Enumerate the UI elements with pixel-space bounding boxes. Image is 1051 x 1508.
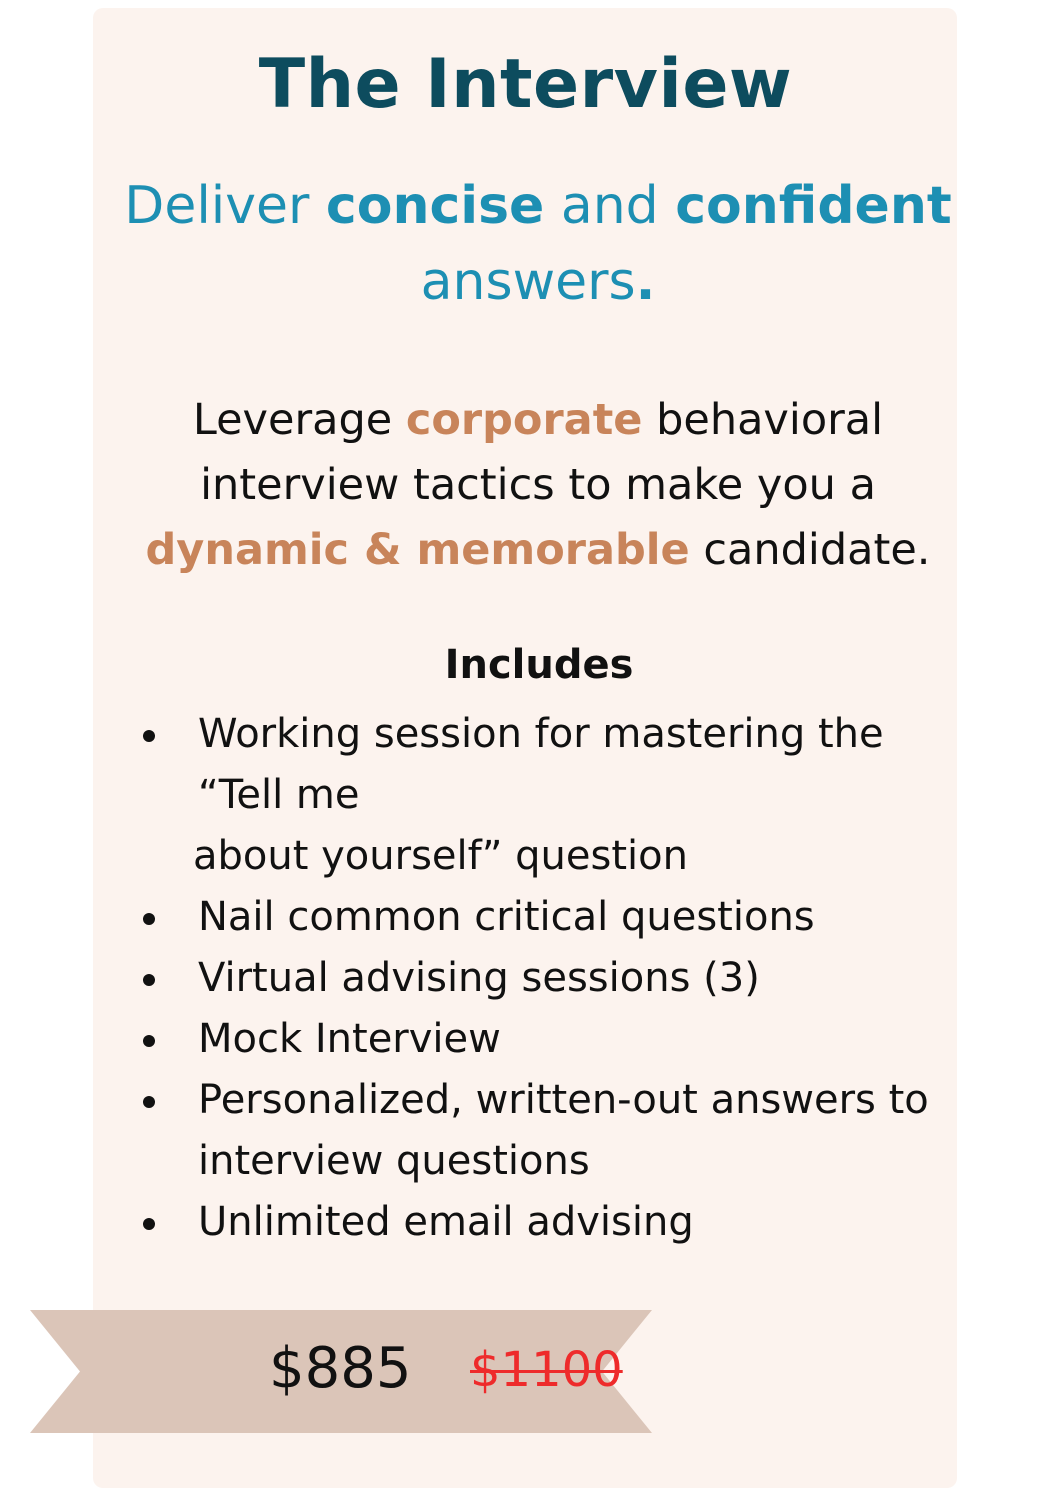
includes-list <box>130 704 950 1253</box>
bullet-icon <box>143 1035 155 1047</box>
bullet-icon <box>143 730 155 742</box>
list-item <box>130 704 950 887</box>
list-item <box>130 1009 950 1070</box>
bullet-icon <box>143 1218 155 1230</box>
subtitle-part: and <box>544 176 676 236</box>
includes-heading: Includes <box>444 642 634 688</box>
list-item <box>130 887 950 948</box>
lead-text: Leverage <box>192 395 406 445</box>
list-item-text: Nail common critical questions <box>198 894 815 940</box>
list-item <box>130 1192 950 1253</box>
subtitle-emphasis: . <box>635 252 656 312</box>
lead-text: behavioral interview tactics to make you a <box>200 395 884 510</box>
list-item <box>130 1070 950 1192</box>
subtitle-emphasis: concise <box>325 176 545 236</box>
list-item-text: Working session for mastering the “Tell me <box>198 711 884 818</box>
lead-text: candidate. <box>689 525 931 575</box>
original-price: $1100 <box>470 1342 623 1398</box>
list-item-text: Mock Interview <box>198 1016 501 1062</box>
subtitle-part: Deliver <box>124 176 326 236</box>
current-price: $885 <box>269 1336 412 1401</box>
subtitle-part: answers <box>420 252 636 312</box>
lead-accent: corporate <box>405 395 643 445</box>
bullet-icon <box>143 913 155 925</box>
page-title: The Interview <box>258 45 793 124</box>
list-item-text: Personalized, written-out answers to interview questions <box>198 1077 929 1184</box>
lead-accent: dynamic & memorable <box>145 525 690 575</box>
list-item-text: Virtual advising sessions (3) <box>198 955 760 1001</box>
bullet-icon <box>143 1096 155 1108</box>
subtitle <box>120 168 956 320</box>
list-item-text: Unlimited email advising <box>198 1199 694 1245</box>
list-item <box>130 948 950 1009</box>
bullet-icon <box>143 974 155 986</box>
lead-paragraph <box>120 388 956 583</box>
subtitle-emphasis: confident <box>675 176 952 236</box>
list-item-text-continued: about yourself” question <box>193 833 688 879</box>
